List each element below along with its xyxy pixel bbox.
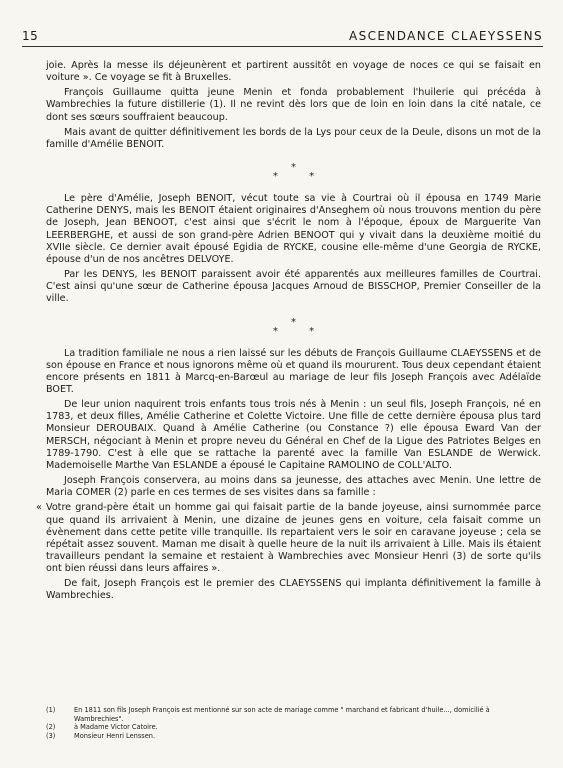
paragraph: François Guillaume quitta jeune Menin et fonda probablement l'huilerie qui précéda à Wambrechies la future distillerie (1). Il ne revint dès lors que de loin en loin dans la cité natale, ce dont ses sœurs souffraient beaucoup. xyxy=(46,87,541,123)
quote-paragraph: « Votre grand-père était un homme gai qui faisait partie de la bande joyeuse, ainsi surnommée parce que quand ils arrivaient à Menin, une dizaine de jeunes gens en voiture, cela faisait comme un évènement dans cette petite ville tranquille. Ils repartaient vers le soir en caravane joyeuse ; cela se répétait assez souvent. Maman me disait à quelle heure de la nuit ils arrivaient à Lille. Mais ils étaient travailleurs pendant la semaine et restaient à Wambrechies avec Monsieur Henri (3) de sorte qu'ils ont bien réussi dans leurs affaires ». xyxy=(36,502,541,575)
paragraph: Le père d'Amélie, Joseph BENOIT, vécut toute sa vie à Courtrai où il épousa en 1749 Marie Catherine DENYS, mais les BENOIT étaient originaires d'Anseghem où nous trouvons mention du père de Joseph, Jean BENOOT, c'est ainsi que s'écrit le nom à l'époque, époux de Marguerite Van LEERBERGHE, et aussi de son grand-père Adrien BENOOT qui y vivait dans la deuxième moitié du XVIIe siècle. Ce dernier avait épousé Egidia de RYCKE, cousine elle-même d'une Georgia de RYCKE, épouse d'un de nos ancêtres DELVOYE. xyxy=(46,193,541,265)
footnote-text: Monsieur Henri Lenssen. xyxy=(74,731,156,740)
separator-top: * xyxy=(291,162,296,174)
footnote-text: En 1811 son fils Joseph François est mentionné sur son acte de mariage comme " marchand et fabricant d'huile..., domicilié à Wambrechies". xyxy=(74,706,490,723)
section-separator xyxy=(46,163,541,181)
body-text xyxy=(36,60,541,606)
footnote xyxy=(46,723,541,732)
footnote-mark: (3) xyxy=(46,731,56,740)
paragraph: La tradition familiale ne nous a rien laissé sur les débuts de François Guillaume CLAEYSSENS et de son épouse en France et nous ignorons même où et quand ils moururent. Tous deux cependant étaient encore présents en 1811 à Marcq-en-Barœul au mariage de leur fils Joseph François avec Adélaïde BOET. xyxy=(46,347,541,395)
footnote-mark: (1) xyxy=(46,706,56,714)
paragraph: Par les DENYS, les BENOIT paraissent avoir été apparentés aux meilleures familles de Courtrai. C'est ainsi qu'une sœur de Catherine épousa Jacques Arnoud de BISSCHOP, Premier Conseiller de la ville. xyxy=(46,269,541,305)
footnote xyxy=(46,706,541,723)
paragraph: De leur union naquirent trois enfants tous trois nés à Menin : un seul fils, Joseph François, né en 1783, et deux filles, Amélie Catherine et Colette Victoire. Une fille de cette dernière épousa plus tard Monsieur DEROUBAIX. Quand à Amélie Catherine (ou Constance ?) elle épousa Eward Van der MERSCH, négociant à Menin et propre neveu du Général en Chef de la Ligue des Patriotes Belges en 1789-1790. C'est à elle que se rattache la parenté avec la famille Van ESLANDE de Werwick. Mademoiselle Marthe Van ESLANDE a épousé le Capitaine RAMOLINO de COLL'ALTO. xyxy=(46,399,541,471)
page-number: 15 xyxy=(22,29,39,43)
paragraph: joie. Après la messe ils déjeunèrent et partirent aussitôt en voyage de noces ce qui se faisait en voiture ». Ce voyage se fit à Bruxelles. xyxy=(46,60,541,84)
separator-bottom: * * xyxy=(272,325,329,337)
separator-top: * xyxy=(291,316,296,328)
footnote xyxy=(46,732,541,741)
section-separator xyxy=(46,318,541,336)
footnote-mark: (2) xyxy=(46,723,56,732)
separator-bottom: * * xyxy=(272,171,329,183)
running-head: ASCENDANCE CLAEYSSENS xyxy=(348,29,543,43)
page-header xyxy=(22,26,543,47)
footnote-text: à Madame Victor Catoire. xyxy=(74,723,158,732)
paragraph: De fait, Joseph François est le premier des CLAEYSSENS qui implanta définitivement la famille à Wambrechies. xyxy=(46,578,541,602)
paragraph: Mais avant de quitter définitivement les bords de la Lys pour ceux de la Deule, disons un mot de la famille d'Amélie BENOIT. xyxy=(46,126,541,150)
footnotes xyxy=(46,706,541,740)
paragraph: Joseph François conservera, au moins dans sa jeunesse, des attaches avec Menin. Une lettre de Maria COMER (2) parle en ces termes de ses visites dans sa famille : xyxy=(46,475,541,499)
